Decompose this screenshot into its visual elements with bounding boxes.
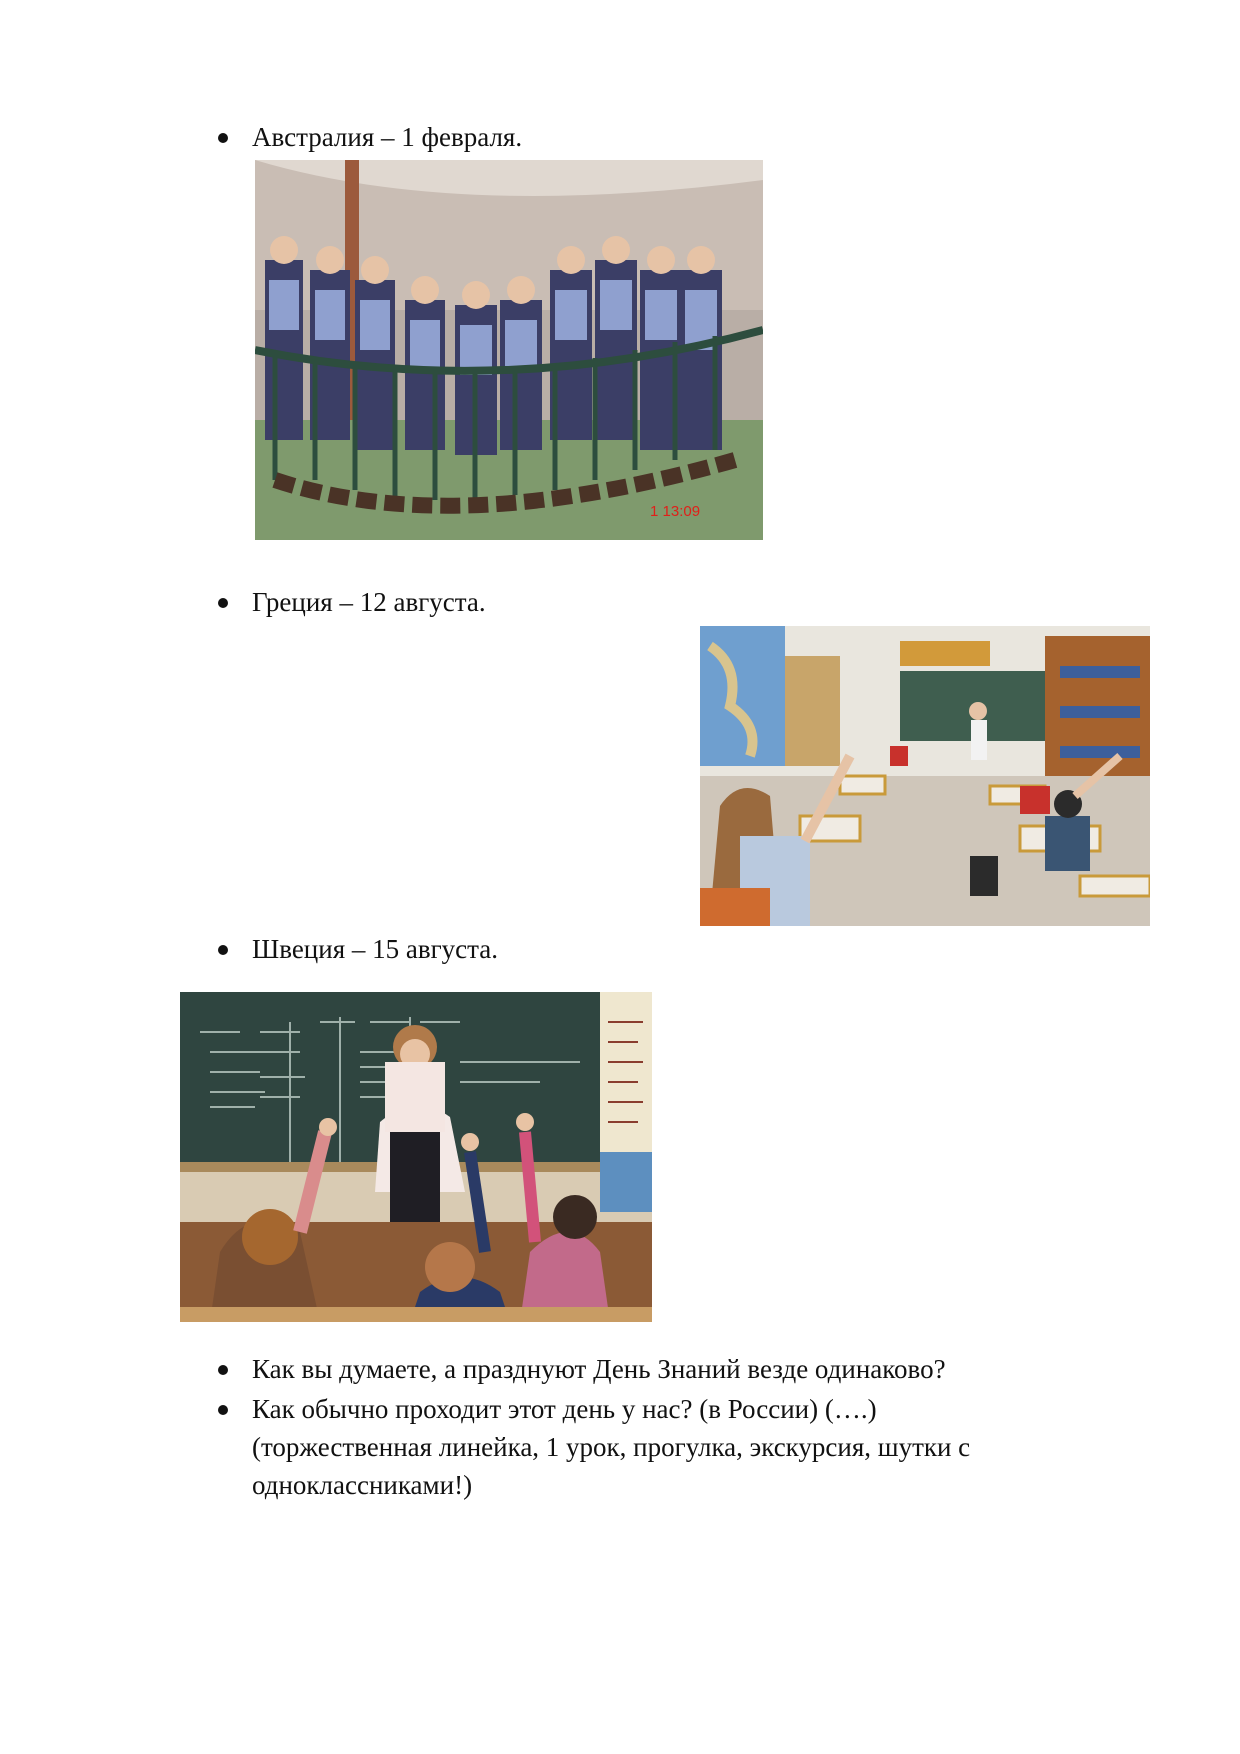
- bullet-dot: [218, 945, 228, 955]
- bullet-dot: [218, 1365, 228, 1375]
- sweden-classroom-photo: [180, 992, 652, 1322]
- bullet-dot: [218, 598, 228, 608]
- question-text-1: Как вы думаете, а празднуют День Знаний везде одинаково?: [252, 1354, 946, 1384]
- question-text-2-line-1: Как обычно проходит этот день у нас? (в России) (….): [252, 1394, 877, 1424]
- greece-classroom-photo: [700, 626, 1150, 926]
- question-text-2-line-3: одноклассниками!): [252, 1470, 473, 1500]
- photo-timestamp: 1 13:09: [650, 503, 701, 520]
- sweden-date-text: Швеция – 15 августа.: [252, 934, 499, 964]
- australia-schoolchildren-photo: [255, 160, 763, 540]
- bullet-dot: [218, 133, 228, 143]
- greece-date-text: Греция – 12 августа.: [252, 587, 486, 617]
- australia-date-text: Австралия – 1 февраля.: [252, 122, 523, 152]
- question-text-2-line-2: (торжественная линейка, 1 урок, прогулка, экскурсия, шутки с: [252, 1432, 971, 1462]
- bullet-dot: [218, 1405, 228, 1415]
